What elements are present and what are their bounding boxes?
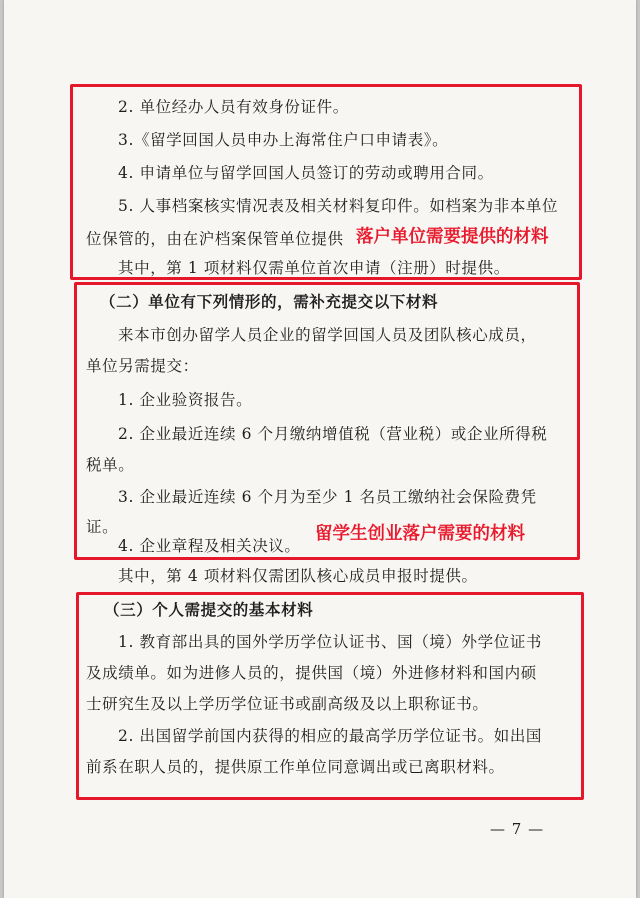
section1-note: 其中，第 1 项材料仅需单位首次申请（注册）时提供。	[118, 259, 510, 277]
section2-item-3-cont: 证。	[86, 518, 119, 536]
section2-note: 其中，第 4 项材料仅需团队核心成员申报时提供。	[118, 567, 478, 585]
section3-item-1: 1. 教育部出具的国外学历学位认证书、国（境）外学位证书	[118, 633, 543, 651]
section2-heading: （二）单位有下列情形的，需补充提交以下材料	[100, 292, 439, 311]
item-2-id: 2. 单位经办人员有效身份证件。	[118, 98, 349, 116]
item-5-archive-cont: 位保管的，由在沪档案保管单位提供	[86, 230, 344, 248]
section2-item-2: 2. 企业最近连续 6 个月缴纳增值税（营业税）或企业所得税	[118, 425, 548, 443]
section2-item-4: 4. 企业章程及相关决议。	[118, 537, 301, 555]
page-number: — 7 —	[490, 820, 545, 838]
document-page	[4, 0, 636, 898]
section3-item-1-cont: 及成绩单。如为进修人员的，提供国（境）外进修材料和国内硕	[86, 664, 537, 682]
section3-item-2-cont: 前系在职人员的，提供原工作单位同意调出或已离职材料。	[86, 758, 505, 776]
section3-item-1-cont2: 士研究生及以上学历学位证书或副高级及以上职称证书。	[86, 695, 489, 713]
item-4-contract: 4. 申请单位与留学回国人员签订的劳动或聘用合同。	[118, 164, 494, 182]
section3-item-2: 2. 出国留学前国内获得的相应的最高学历学位证书。如出国	[118, 727, 543, 745]
item-5-archive: 5. 人事档案核实情况表及相关材料复印件。如档案为非本单位	[118, 197, 559, 215]
item-3-form: 3.《留学回国人员申办上海常住户口申请表》。	[118, 131, 449, 149]
section3-heading: （三）个人需提交的基本材料	[104, 600, 314, 619]
annotation-startup-materials: 留学生创业落户需要的材料	[315, 524, 525, 544]
section2-intro: 来本市创办留学人员企业的留学回国人员及团队核心成员，	[118, 326, 537, 344]
section2-intro-cont: 单位另需提交：	[86, 357, 199, 375]
section2-item-1: 1. 企业验资报告。	[118, 391, 253, 409]
section2-item-3: 3. 企业最近连续 6 个月为至少 1 名员工缴纳社会保险费凭	[118, 488, 537, 506]
annotation-unit-materials: 落户单位需要提供的材料	[356, 227, 549, 247]
section2-item-2-cont: 税单。	[86, 456, 135, 474]
